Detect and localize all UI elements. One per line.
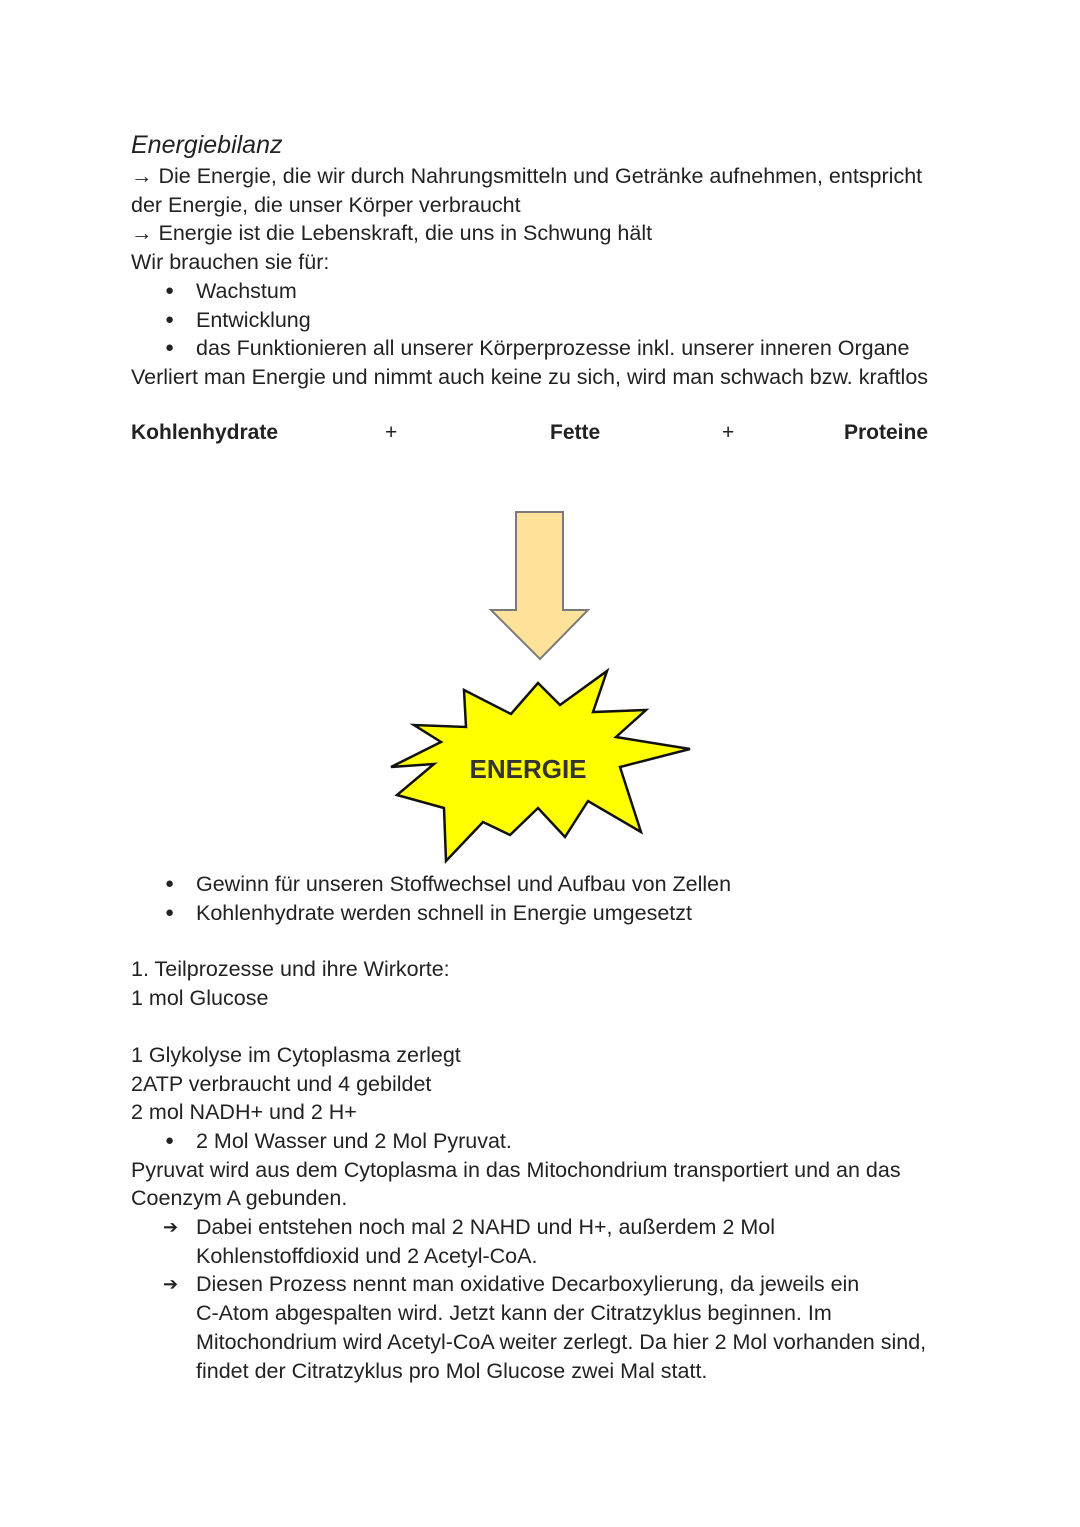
arrow-item-2-line-3: Mitochondrium wird Acetyl-CoA weiter zerlegt. Da hier 2 Mol vorhanden sind, <box>196 1329 927 1354</box>
nutrient-proteins: Proteine <box>844 421 929 444</box>
needs-item: ● Wachstum <box>131 277 951 306</box>
nutrient-carbohydrates: Kohlenhydrate <box>131 421 279 444</box>
plus-sign: + <box>722 421 735 444</box>
down-arrow-icon <box>491 512 588 659</box>
atp-line: 2ATP verbraucht und 4 gebildet <box>131 1071 432 1096</box>
energy-diagram-svg <box>380 505 700 870</box>
nutrient-row <box>131 421 931 451</box>
nadh-line: 2 mol NADH+ und 2 H+ <box>131 1100 357 1125</box>
page-title: Energiebilanz <box>131 131 283 159</box>
products-item: ● 2 Mol Wasser und 2 Mol Pyruvat. <box>131 1127 951 1156</box>
needs-list <box>131 277 951 363</box>
intro-line-3: → Energie ist die Lebenskraft, die uns in Schwung hält <box>131 221 653 246</box>
intro-line-4: Wir brauchen sie für: <box>131 250 330 275</box>
needs-item: ● das Funktionieren all unserer Körperprozesse inkl. unserer inneren Organe <box>131 334 951 363</box>
pyruvate-line-2: Coenzym A gebunden. <box>131 1186 348 1211</box>
arrow-item-1 <box>131 1213 951 1270</box>
benefit-item: ● Kohlenhydrate werden schnell in Energie umgesetzt <box>131 899 951 928</box>
plus-sign: + <box>385 421 398 444</box>
intro-line-1: → Die Energie, die wir durch Nahrungsmitteln und Getränke aufnehmen, entspricht <box>131 164 923 188</box>
document-body <box>131 128 951 392</box>
arrow-item-2-line-1: Diesen Prozess nennt man oxidative Decarboxylierung, da jeweils ein <box>196 1272 860 1297</box>
benefits-list <box>131 870 951 927</box>
products-list <box>131 1127 951 1156</box>
energy-label: ENERGIE <box>469 754 587 784</box>
arrow-item-2-line-2: C-Atom abgespalten wird. Jetzt kann der Citratzyklus beginnen. Im <box>196 1301 832 1326</box>
section-heading: 1. Teilprozesse und ihre Wirkorte: <box>131 957 450 982</box>
nutrient-fats: Fette <box>550 421 601 444</box>
intro-line-2: der Energie, die unser Körper verbraucht <box>131 192 521 217</box>
glycolysis-line: 1 Glykolyse im Cytoplasma zerlegt <box>131 1042 461 1067</box>
arrow-item-1-line-2: Kohlenstoffdioxid und 2 Acetyl-CoA. <box>196 1243 538 1268</box>
process-section <box>131 870 951 1385</box>
arrow-item-1-line-1: Dabei entstehen noch mal 2 NAHD und H+, außerdem 2 Mol <box>196 1215 776 1240</box>
needs-item: ● Entwicklung <box>131 306 951 335</box>
benefit-item: ● Gewinn für unseren Stoffwechsel und Aufbau von Zellen <box>131 870 951 899</box>
section-subheading: 1 mol Glucose <box>131 986 269 1011</box>
arrow-list <box>131 1213 951 1385</box>
loss-line: Verliert man Energie und nimmt auch keine zu sich, wird man schwach bzw. kraftlos <box>131 364 929 389</box>
arrow-item-2-line-4: findet der Citratzyklus pro Mol Glucose zwei Mal statt. <box>196 1358 708 1383</box>
pyruvate-line-1: Pyruvat wird aus dem Cytoplasma in das Mitochondrium transportiert und an das <box>131 1157 901 1182</box>
energy-diagram <box>380 505 700 870</box>
arrow-item-2 <box>131 1270 951 1385</box>
